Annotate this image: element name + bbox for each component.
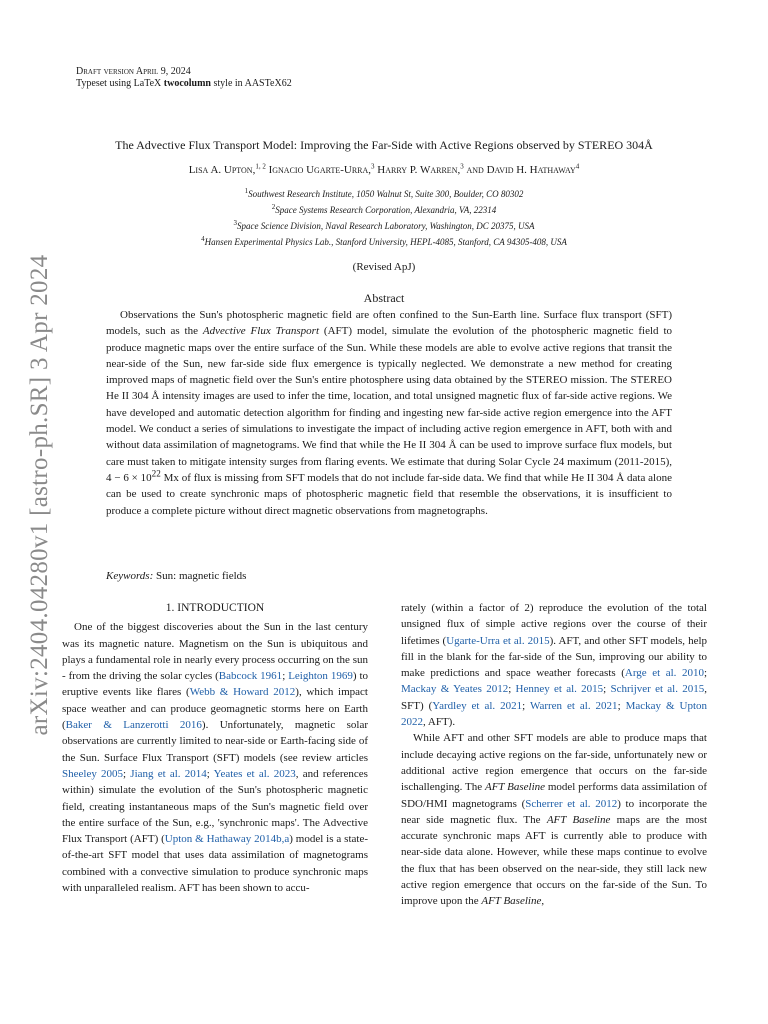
latex-logo: LaTeX bbox=[133, 78, 162, 89]
typeset-line: Typeset using LaTeX twocolumn style in AASTeX62 bbox=[76, 78, 292, 89]
affiliation: $^1$Southwest Research Institute, 1050 Walnut St, Suite 300, Boulder, CO 80302 bbox=[244, 187, 524, 199]
citation-link[interactable]: Scherrer et al. 2012 bbox=[525, 797, 618, 810]
citation-link[interactable]: Sheeley 2005 bbox=[62, 767, 124, 780]
citation-link[interactable]: Mackay & Yeates 2012 bbox=[401, 683, 509, 696]
citation-link[interactable]: Warren et al. 2021 bbox=[529, 699, 618, 712]
draft-version: Draft version April 9, 2024 bbox=[76, 66, 191, 77]
intro-paragraph-1: One of the biggest discoveries about the Sun in the last century was its magnetic nature. Magnetism on the Sun is ubiquitous and plays a fundamental role in nearly every process occurring on the sun - from the driving the solar cycles (Babcock 1961; Leighton 1969) to eruptive events like flares (Webb & Howard 2012), which impact space weather and can produce geomagnetic storms here on Earth (Baker & Lanzerotti 2016). Unfortunately, magnetic solar observations are currently limited to near-side or Earth-facing side of the Sun. Surface Flux Transport (SFT) models (see review articles Sheeley 2005; Jiang et al. 2014; Yeates et al. 2023, and references within) simulate the evolution of the Sun's photospheric magnetic field, creating instantaneous maps of the Sun's magnetic field over the entire surface of the Sun, e.g., 'synchronic maps'. The Advective Flux Transport (AFT) (Upton & Hathaway 2014b,a) model is a state-of-the-art SFT model that uses data assimilation of magnetograms combined with a convective simulation to produce synchronic maps with unparalleled realism. AFT has been shown to accu- bbox=[62, 621, 369, 895]
math-flux: 4 − 6 × 10 bbox=[106, 471, 152, 484]
affiliations bbox=[60, 186, 708, 250]
citation-link[interactable]: Baker & Lanzerotti 2016 bbox=[65, 719, 202, 732]
abstract-heading: Abstract bbox=[363, 291, 405, 305]
arxiv-stamp-text: arXiv:2404.04280v1 [astro-ph.SR] 3 Apr 2024 bbox=[26, 254, 53, 736]
author: Harry P. Warren, bbox=[377, 164, 461, 176]
left-column bbox=[62, 600, 368, 896]
citation-link[interactable]: Schrijver et al. 2015 bbox=[610, 683, 705, 696]
citation-link[interactable]: Yeates et al. 2023 bbox=[213, 767, 296, 780]
section-heading: 1. INTRODUCTION bbox=[165, 602, 265, 614]
revision-note: (Revised ApJ) bbox=[352, 261, 416, 273]
author: Lisa A. Upton, bbox=[188, 164, 256, 176]
citation-link[interactable]: Leighton 1969 bbox=[288, 670, 353, 683]
citation-link[interactable]: Jiang et al. 2014 bbox=[130, 767, 207, 780]
affiliation: $^4$Hansen Experimental Physics Lab., Stanford University, HEPL-4085, Stanford, CA 94305-408, USA bbox=[201, 235, 567, 247]
author-list: Lisa A. Upton,$^{1, 2}$ Ignacio Ugarte-Urra,$^3$ Harry P. Warren,$^3$ and David H. Hathaway$^4$ bbox=[188, 162, 580, 176]
abstract-text: Observations the Sun's photospheric magnetic field are often confined to the Sun-Earth line. Surface flux transport (SFT) models, such as the Advective Flux Transport (AFT) model, simulate the evolution of the photospheric magnetic field to produce magnetic maps over the entire surface of the Sun. While these models are able to evolve active regions that transit the near-side of the Sun, new far-side side flux emergence is typically neglected. We demonstrate a new method for creating improved maps of magnetic field over the Sun's entire photosphere using data obtained by the STEREO mission. The STEREO He II 304 Å intensity images are used to infer the time, location, and total unsigned magnetic flux of far-side active regions. We have developed and automatic detection algorithm for finding and ingesting new far-side active region emergence into the AFT model. We conduct a series of simulations to investigate the impact of including active region emergence in AFT, both with and without data assimilation of magnetograms. We find that while the He II 304 Å can be used to improve surface flux models, but care must taken to mitigate intensity surges from flaring events. We estimate that during Solar Cycle 24 maximum (2011-2015), $4 - 6 \times 10^{22}$ Mx of flux is missing from SFT models that do not include far-side data. We find that while He II 304 Å data alone can be used to create synchronic maps of photospheric magnetic field that resemble the observations, it is insufficient to produce a complete picture without direct magnetic observations from magnetographs. bbox=[106, 309, 673, 517]
citation-link[interactable]: Ugarte-Urra et al. 2015 bbox=[446, 634, 550, 647]
author: and David H. Hathaway bbox=[466, 164, 576, 176]
citation-link[interactable]: Webb & Howard 2012 bbox=[189, 686, 296, 699]
intro-paragraph-2: While AFT and other SFT models are able to produce maps that include decaying active regions on the far-side, unfortunately new or additional active region emergence that occurs on the far-side ischallenging. The AFT Baseline model performs data assimilation of SDO/HMI magnetograms (Scherrer et al. 2012) to incorporate the near side magnetic flux. The AFT Baseline maps are the most accurate synchronic maps AFT is currently able to produce with near-side data alone. However, while these maps continue to evolve the flux that has been observed on the near-side, they still lack new active region emergence that occurs on the far-side of the Sun. To improve upon the AFT Baseline, bbox=[401, 732, 708, 908]
citation-link[interactable]: Mackay & Upton 2022 bbox=[401, 699, 708, 729]
author: Ignacio Ugarte-Urra, bbox=[268, 164, 372, 176]
citation-link[interactable]: Henney et al. 2015 bbox=[515, 683, 604, 696]
citation-link[interactable]: Arge et al. 2010 bbox=[624, 667, 704, 680]
affiliation: $^3$Space Science Division, Naval Research Laboratory, Washington, DC 20375, USA bbox=[233, 219, 535, 231]
paper-title: The Advective Flux Transport Model: Improving the Far-Side with Active Regions observed by STEREO 304Å bbox=[115, 138, 653, 152]
right-column bbox=[401, 600, 707, 910]
arxiv-stamp bbox=[22, 255, 58, 735]
intro-paragraph-1-cont: rately (within a factor of 2) reproduce the evolution of the total unsigned flux of simple active regions over the course of their lifetimes (Ugarte-Urra et al. 2015). AFT, and other SFT models, help fill in the blank for the far-side of the Sun, improving our ability to make predictions and space weather forecasts (Arge et al. 2010; Mackay & Yeates 2012; Henney et al. 2015; Schrijver et al. 2015, SFT) (Yardley et al. 2021; Warren et al. 2021; Mackay & Upton 2022, AFT). bbox=[401, 602, 708, 729]
keywords: Keywords: Sun: magnetic fields bbox=[106, 570, 247, 582]
affiliation: $^2$Space Systems Research Corporation, Alexandria, VA, 22314 bbox=[271, 203, 497, 215]
citation-link[interactable]: Yardley et al. 2021 bbox=[432, 699, 523, 712]
draft-header bbox=[76, 66, 292, 90]
citation-link[interactable]: Upton & Hathaway 2014b,a bbox=[164, 833, 290, 846]
citation-link[interactable]: Babcock 1961 bbox=[218, 670, 283, 683]
